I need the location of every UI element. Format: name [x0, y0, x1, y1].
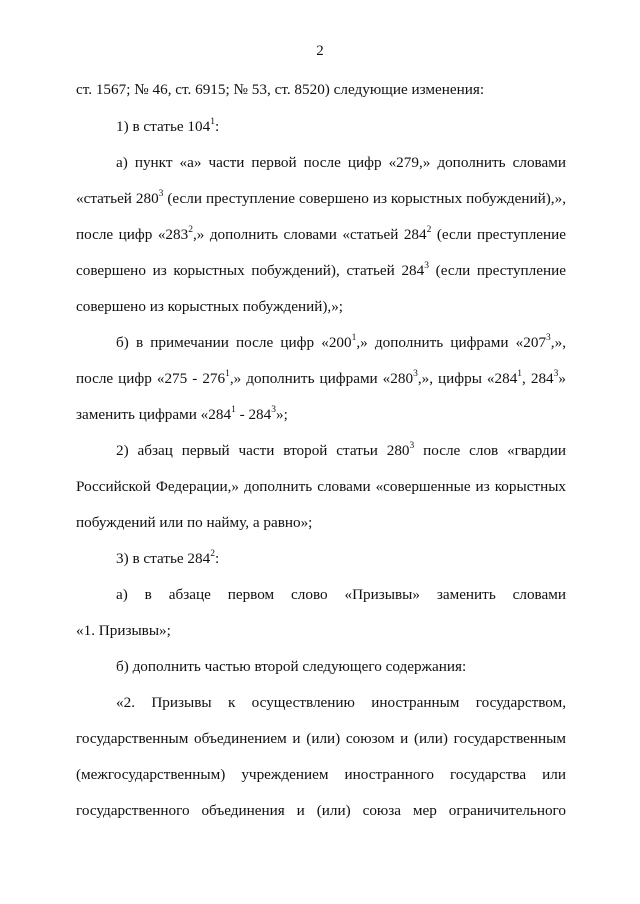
- text-line-1: ст. 1567; № 46, ст. 6915; № 53, ст. 8520) следующие изменения:: [76, 81, 485, 98]
- item-2-line-2: Российской Федерации,» дополнить словами «совершенные из корыстных: [76, 478, 566, 495]
- item-3a-line-2: «1. Призывы»;: [76, 622, 171, 639]
- quote-line-1: «2. Призывы к осуществлению иностранным государством,: [116, 694, 566, 711]
- item-1b-line-2: после цифр «$275 - 276^1$,» дополнить цифрами «$280^3$,», цифры «$284^1$, $284^3$»: [76, 368, 566, 387]
- item-3-heading: 3) в статье $284^2$:: [116, 548, 220, 567]
- item-2-line-1: 2) абзац первый части второй статьи $280^3$ после слов «гвардии: [116, 440, 566, 459]
- quote-line-2: государственным объединением и (или) союзом и (или) государственным: [76, 730, 566, 747]
- item-1b-line-1: б) в примечании после цифр «$200^1$,» дополнить цифрами «$207^3$,»,: [116, 332, 566, 351]
- item-2-line-3: побуждений или по найму, а равно»;: [76, 514, 313, 531]
- item-1a-line-4: совершено из корыстных побуждений), статьей $284^3$ (если преступление: [76, 260, 566, 279]
- item-3b-line-1: б) дополнить частью второй следующего содержания:: [116, 658, 467, 675]
- page-number: 2: [316, 43, 324, 59]
- item-1a-line-1: а) пункт «а» части первой после цифр «279,» дополнить словами: [116, 154, 566, 171]
- item-1a-line-3: после цифр «$283^2$,» дополнить словами «статьей $284^2$ (если преступление: [76, 224, 567, 243]
- item-1a-line-5: совершено из корыстных побуждений),»;: [76, 298, 344, 315]
- item-1-heading: 1) в статье $104^1$:: [116, 116, 220, 135]
- item-1a-line-2: «статьей $280^3$ (если преступление совершено из корыстных побуждений),»,: [76, 188, 566, 207]
- item-1b-line-3: заменить цифрами «$284^1 - 284^3$»;: [76, 404, 288, 423]
- item-3a-line-1: а) в абзаце первом слово «Призывы» заменить словами: [116, 586, 566, 603]
- quote-line-4: государственного объединения и (или) союза мер ограничительного: [76, 802, 566, 819]
- quote-line-3: (межгосударственным) учреждением иностранного государства или: [76, 766, 566, 783]
